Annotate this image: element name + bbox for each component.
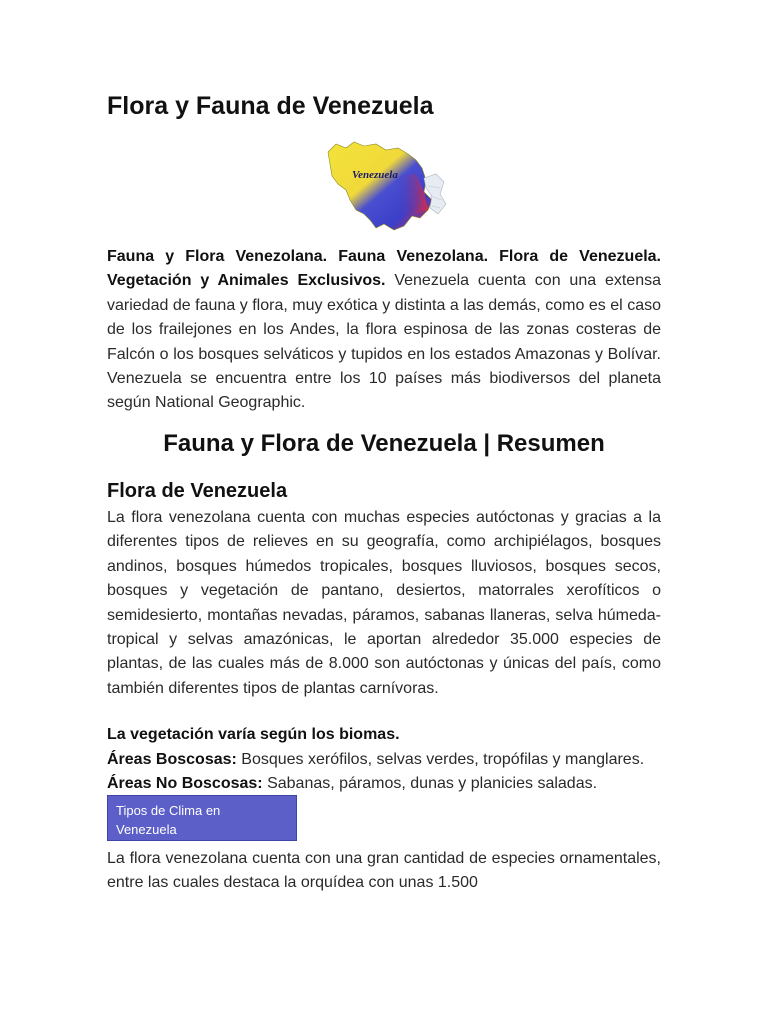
areas-no-boscosas-line: [107, 772, 597, 796]
venezuela-map-image: [324, 138, 450, 234]
areas-no-boscosas-label: Áreas No Boscosas:: [107, 775, 263, 792]
ornamental-paragraph: La flora venezolana cuenta con una gran cantidad de especies ornamentales, entre las cuales destaca la orquídea con unas 1.500: [107, 850, 661, 892]
page-title: Flora y Fauna de Venezuela: [107, 92, 434, 120]
flora-heading: Flora de Venezuela: [107, 480, 288, 502]
clima-link-line1: Tipos de Clima en: [116, 803, 221, 818]
section-heading: Fauna y Flora de Venezuela | Resumen: [163, 430, 605, 457]
intro-bold-text: Fauna y Flora Venezolana. Fauna Venezolana. Flora de Venezuela. Vegetación y Animales Exclusivos.: [107, 248, 661, 290]
clima-link-line2: Venezuela: [116, 822, 177, 837]
intro-paragraph: [107, 245, 661, 416]
areas-boscosas-line: [107, 748, 644, 772]
areas-boscosas-label: Áreas Boscosas:: [107, 751, 237, 768]
intro-text: Venezuela cuenta con una extensa variedad de fauna y flora, muy exótica y distinta a las demás, como es el caso de los frailejones en los Andes, la flora espinosa de las zonas costeras de Falcón o los bosques selváticos y tupidos en los estados Amazonas y Bolívar. Venezuela se encuentra entre los 10 países más biodiversos del planeta según National Geographic.: [107, 272, 662, 412]
areas-no-boscosas-text: Sabanas, páramos, dunas y planicies saladas.: [262, 775, 598, 792]
clima-types-link[interactable]: [107, 795, 297, 841]
flora-paragraph: La flora venezolana cuenta con muchas especies autóctonas y gracias a la diferentes tipos de relieves en su geografía, como archipiélagos, bosques andinos, bosques húmedos tropicales, bosques lluviosos, bosques secos, bosques y vegetación de pantano, desiertos, matorrales xerofíticos o semidesierto, montañas nevadas, páramos, sabanas llaneras, selva húmeda-tropical y selvas amazónicas, le aportan alrededor 35.000 especies de plantas, de las cuales más de 8.000 son autóctonas y únicas del país, como también diferentes tipos de plantas carnívoras.: [107, 509, 661, 697]
vegetation-heading-text: La vegetación varía según los biomas.: [107, 726, 400, 743]
vegetation-heading: [107, 723, 400, 747]
areas-boscosas-text: Bosques xerófilos, selvas verdes, tropófilas y manglares.: [236, 751, 645, 768]
map-label: Venezuela: [352, 169, 398, 181]
